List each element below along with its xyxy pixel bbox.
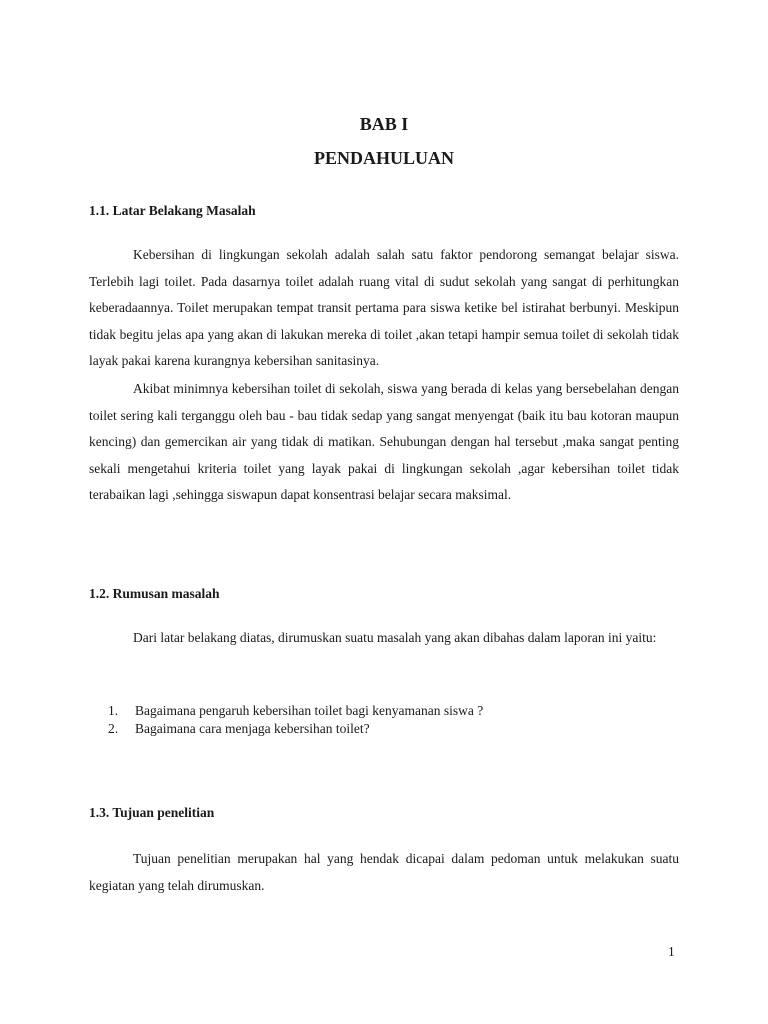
chapter-number: BAB I — [359, 114, 409, 134]
paragraph-tujuan-penelitian: Tujuan penelitian merupakan hal yang hendak dicapai dalam pedoman untuk melakukan suatu kegiatan yang telah dirumuskan. — [89, 851, 679, 893]
section-heading-rumusan-masalah: 1.2. Rumusan masalah — [89, 586, 220, 601]
list-item-number: 1. — [108, 703, 119, 718]
list-item — [108, 702, 483, 720]
paragraph-rumusan-masalah: Dari latar belakang diatas, dirumuskan suatu masalah yang akan dibahas dalam laporan ini yaitu: — [133, 630, 657, 645]
question-list — [108, 702, 483, 738]
section-heading-tujuan-penelitian: 1.3. Tujuan penelitian — [89, 805, 215, 820]
section-heading-latar-belakang: 1.1. Latar Belakang Masalah — [89, 203, 256, 218]
paragraph-latar-belakang-2: Akibat minimnya kebersihan toilet di sekolah, siswa yang berada di kelas yang bersebelahan dengan toilet sering kali terganggu oleh bau - bau tidak sedap yang sangat menyengat (baik itu bau kotoran maupun kencing) dan gemercikan air yang tidak di matikan. Sehubungan dengan hal tersebut ,maka sangat penting sekali mengetahui kriteria toilet yang layak pakai di lingkungan sekolah ,agar kebersihan toilet tidak terabaikan lagi ,sehingga siswapun dapat konsentrasi belajar secara maksimal. — [89, 381, 679, 503]
paragraph-latar-belakang-1: Kebersihan di lingkungan sekolah adalah salah satu faktor pendorong semangat belajar siswa. Terlebih lagi toilet. Pada dasarnya toilet adalah ruang vital di sudut sekolah yang sangat di perhitungkan keberadaannya. Toilet merupakan tempat transit pertama para siswa ketike bel istirahat berbunyi. Meskipun tidak begitu jelas apa yang akan di lakukan mereka di toilet ,akan tetapi hampir semua toilet di sekolah tidak layak pakai karena kurangnya kebersihan sanitasinya. — [89, 247, 679, 369]
list-item-text: Bagaimana pengaruh kebersihan toilet bagi kenyamanan siswa ? — [135, 703, 484, 718]
list-item-text: Bagaimana cara menjaga kebersihan toilet? — [135, 721, 370, 736]
list-item — [108, 720, 483, 738]
page-number: 1 — [668, 944, 675, 959]
chapter-title: PENDAHULUAN — [313, 148, 454, 168]
list-item-number: 2. — [108, 721, 119, 736]
